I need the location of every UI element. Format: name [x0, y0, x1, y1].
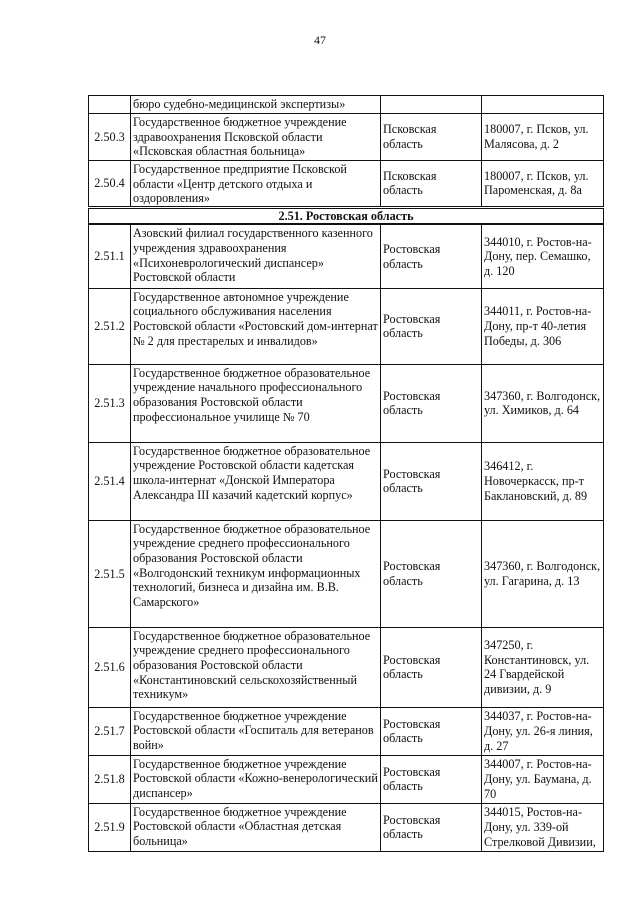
row-number: 2.51.6: [89, 627, 131, 707]
table-row: [89, 442, 604, 520]
table-row: [89, 707, 604, 755]
table-row: [89, 114, 604, 161]
row-number: [89, 96, 131, 114]
address: 347360, г. Волгодонск, ул. Гагарина, д. 13: [482, 520, 604, 627]
address: [482, 96, 604, 114]
row-number: 2.51.1: [89, 224, 131, 288]
row-number: 2.51.9: [89, 803, 131, 851]
row-number: 2.51.7: [89, 707, 131, 755]
organization-name: Государственное бюджетное образовательное учреждение Ростовской области кадетская школа-интернат «Донской Императора Александра III казачий кадетский корпус»: [131, 442, 381, 520]
table-row: [89, 803, 604, 851]
organization-name: Государственное бюджетное учреждение Ростовской области «Госпиталь для ветеранов войн»: [131, 707, 381, 755]
address: 346412, г. Новочеркасск, пр-т Баклановский, д. 89: [482, 442, 604, 520]
row-number: 2.51.8: [89, 755, 131, 803]
table-row: [89, 96, 604, 114]
organization-name: Государственное бюджетное образовательное учреждение среднего профессионального образования Ростовской области «Волгодонский техникум информационных технологий, бизнеса и дизайна им. В.В. Самарского»: [131, 520, 381, 627]
row-number: 2.50.3: [89, 114, 131, 161]
region: Ростовская область: [381, 442, 482, 520]
row-number: 2.51.4: [89, 442, 131, 520]
address: 344010, г. Ростов-на-Дону, пер. Семашко, д. 120: [482, 224, 604, 288]
organization-name: Государственное бюджетное учреждение здравоохранения Псковской области «Псковская областная больница»: [131, 114, 381, 161]
region: Псковская область: [381, 114, 482, 161]
organization-name: бюро судебно-медицинской экспертизы»: [131, 96, 381, 114]
page-number: 47: [314, 33, 326, 47]
organization-name: Государственное бюджетное учреждение Ростовской области «Областная детская больница»: [131, 803, 381, 851]
address: 344037, г. Ростов-на-Дону, ул. 26-я линия, д. 27: [482, 707, 604, 755]
organization-name: Государственное бюджетное образовательное учреждение начального профессионального образования Ростовской области профессиональное училище № 70: [131, 364, 381, 442]
organization-name: Азовский филиал государственного казенного учреждения здравоохранения «Психоневрологический диспансер» Ростовской области: [131, 224, 381, 288]
row-number: 2.51.3: [89, 364, 131, 442]
row-number: 2.51.5: [89, 520, 131, 627]
organization-name: Государственное предприятие Псковской области «Центр детского отдыха и оздоровления»: [131, 161, 381, 208]
region: Псковская область: [381, 161, 482, 208]
section-header: [89, 207, 604, 224]
table-row: [89, 520, 604, 627]
address: 344007, г. Ростов-на-Дону, ул. Баумана, д. 70: [482, 755, 604, 803]
organizations-table: [88, 95, 604, 852]
table-row: [89, 755, 604, 803]
address: 180007, г. Псков, ул. Пароменская, д. 8а: [482, 161, 604, 208]
address: 347360, г. Волгодонск, ул. Химиков, д. 64: [482, 364, 604, 442]
row-number: 2.50.4: [89, 161, 131, 208]
organization-name: Государственное бюджетное учреждение Ростовской области «Кожно-венерологический диспансер»: [131, 755, 381, 803]
table-row: [89, 224, 604, 288]
row-number: 2.51.2: [89, 288, 131, 364]
address: 180007, г. Псков, ул. Малясова, д. 2: [482, 114, 604, 161]
address: 347250, г. Константиновск, ул. 24 Гвардейской дивизии, д. 9: [482, 627, 604, 707]
region: [381, 96, 482, 114]
table-row: [89, 161, 604, 208]
region: Ростовская область: [381, 288, 482, 364]
table-row: [89, 627, 604, 707]
region: Ростовская область: [381, 803, 482, 851]
region: Ростовская область: [381, 707, 482, 755]
organization-name: Государственное автономное учреждение социального обслуживания населения Ростовской области «Ростовский дом-интернат № 2 для престарелых и инвалидов»: [131, 288, 381, 364]
region: Ростовская область: [381, 364, 482, 442]
section-title: 2.51. Ростовская область: [89, 207, 604, 224]
organization-name: Государственное бюджетное образовательное учреждение среднего профессионального образования Ростовской области «Константиновский сельскохозяйственный техникум»: [131, 627, 381, 707]
region: Ростовская область: [381, 755, 482, 803]
region: Ростовская область: [381, 627, 482, 707]
table-row: [89, 364, 604, 442]
region: Ростовская область: [381, 224, 482, 288]
table-row: [89, 288, 604, 364]
region: Ростовская область: [381, 520, 482, 627]
address: 344015, Ростов-на-Дону, ул. 339-ой Стрелковой Дивизии,: [482, 803, 604, 851]
address: 344011, г. Ростов-на-Дону, пр-т 40-летия Победы, д. 306: [482, 288, 604, 364]
